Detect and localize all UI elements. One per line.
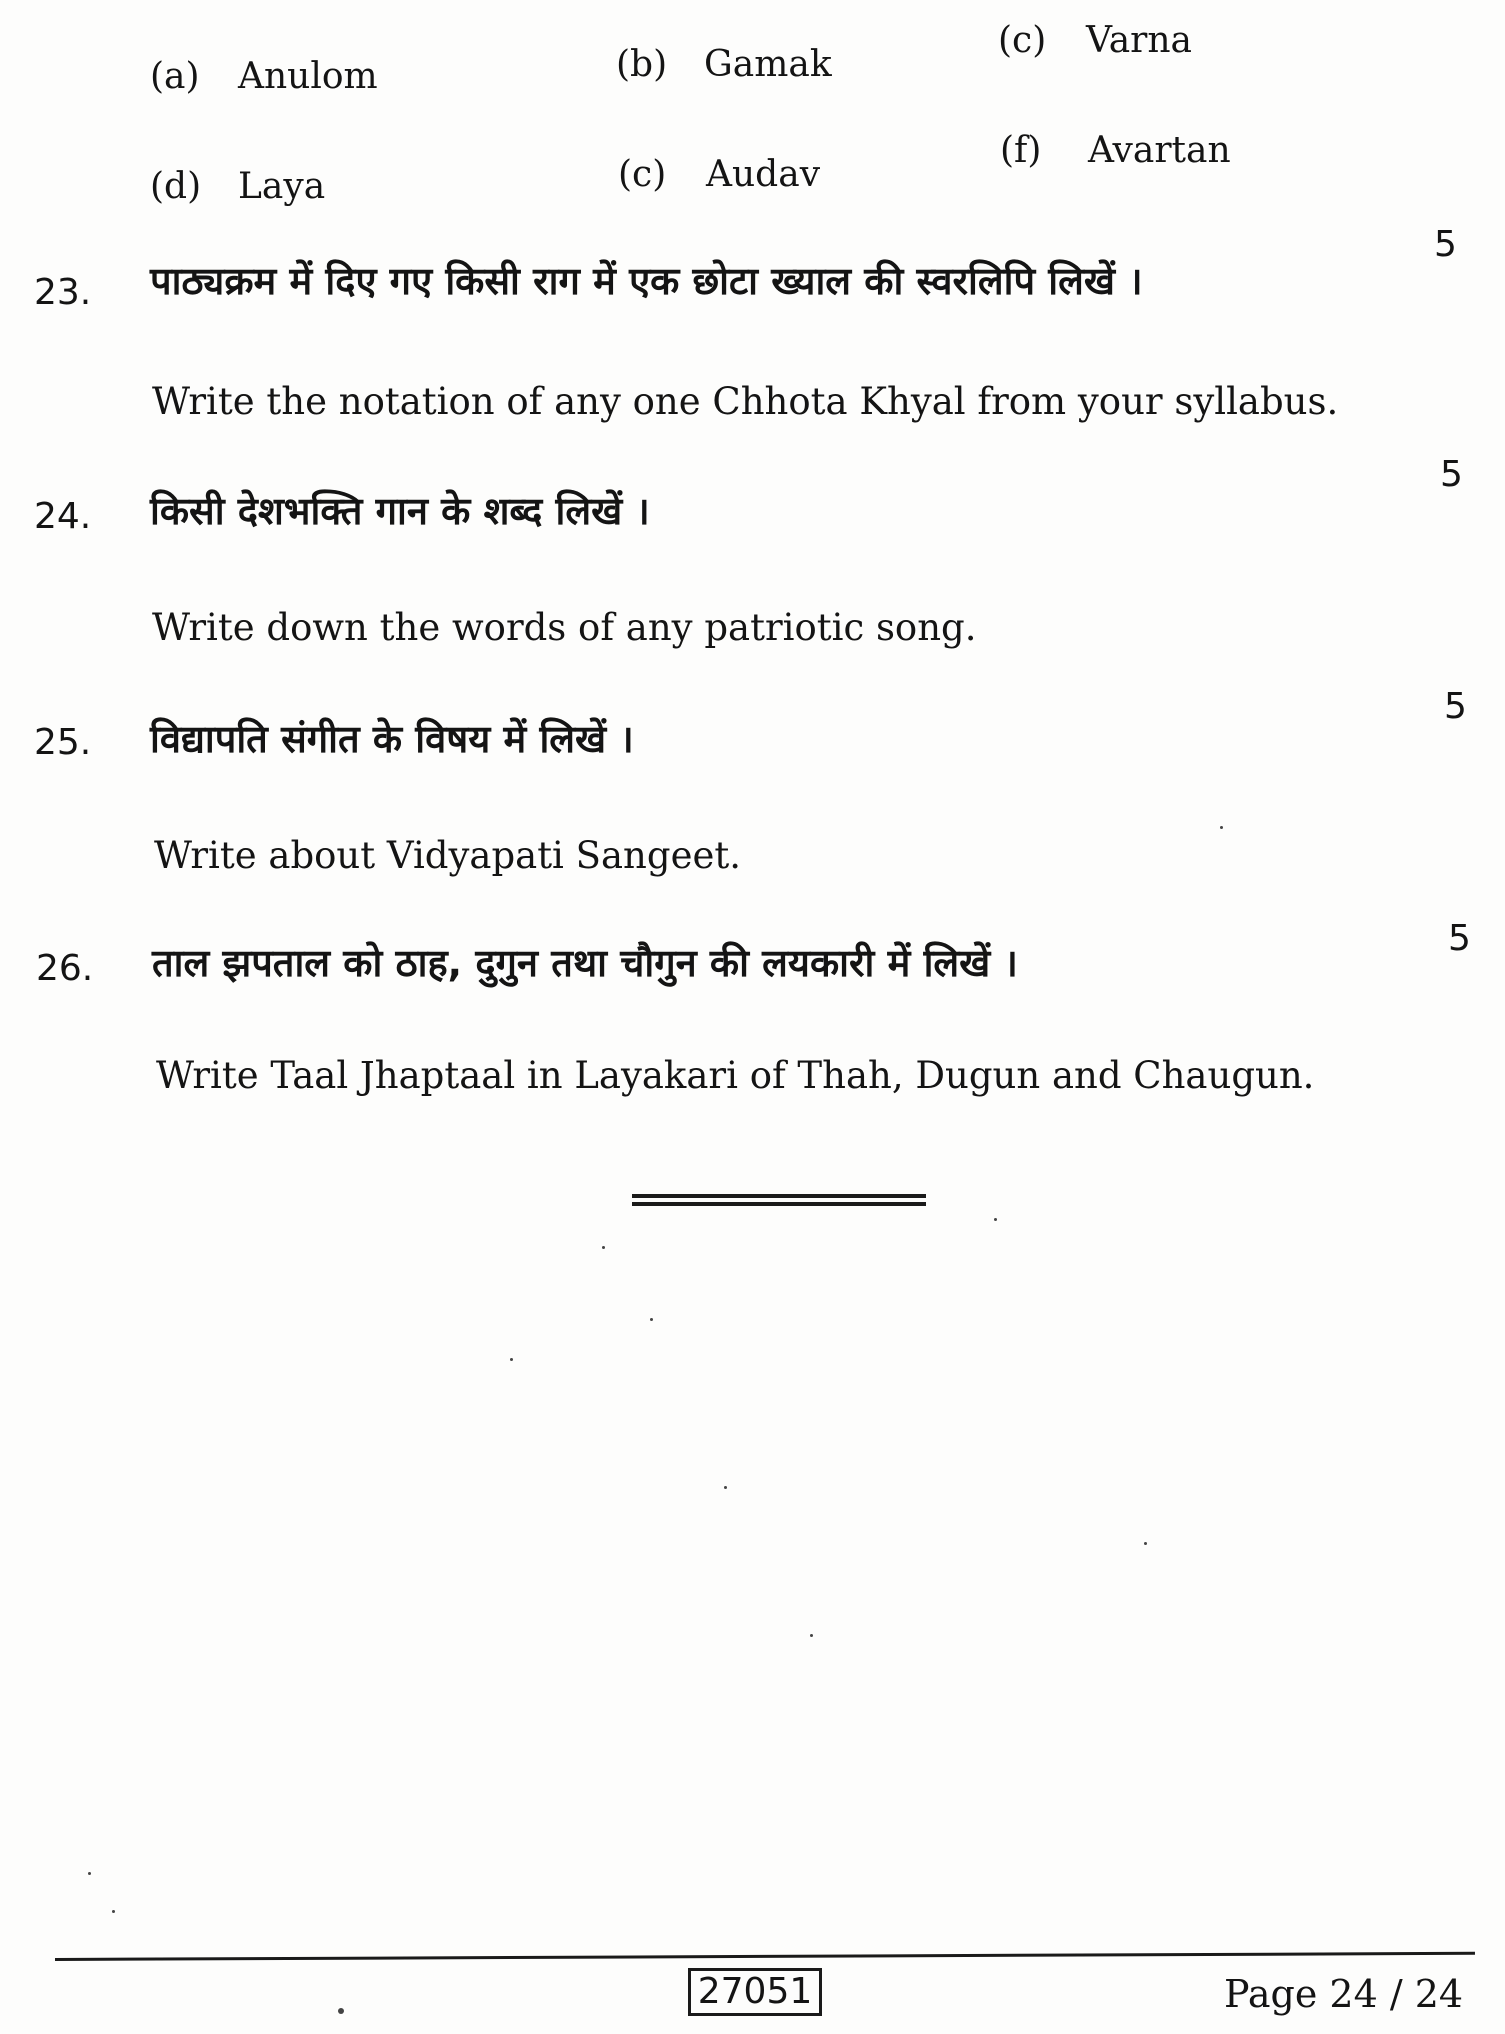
option-e [618, 154, 820, 195]
scan-speck [994, 1218, 997, 1221]
scan-speck [602, 1246, 605, 1249]
option-label: (c) [998, 20, 1047, 61]
scan-speck [1220, 826, 1223, 829]
option-text: Anulom [238, 56, 378, 97]
option-label: (b) [616, 44, 668, 85]
question-marks: 5 [1440, 454, 1463, 495]
scan-speck [724, 1486, 727, 1489]
option-text: Avartan [1088, 130, 1231, 171]
scan-speck [810, 1634, 813, 1637]
option-label: (f) [1000, 130, 1042, 171]
option-text: Audav [706, 154, 821, 195]
scan-speck [112, 1910, 115, 1913]
option-a [150, 56, 378, 97]
option-text: Gamak [704, 44, 832, 85]
question-number: 23. [34, 272, 92, 313]
option-c [998, 20, 1192, 61]
scan-speck [1144, 1542, 1147, 1545]
question-hindi: पाठ्यक्रम में दिए गए किसी राग में एक छोटा ख्याल की स्वरलिपि लिखें । [150, 259, 1143, 303]
option-text: Laya [238, 166, 326, 207]
option-d [150, 166, 325, 207]
question-hindi: विद्यापति संगीत के विषय में लिखें । [150, 717, 634, 761]
option-label: (d) [150, 166, 202, 207]
scan-speck [338, 2008, 344, 2014]
scan-speck [88, 1872, 91, 1875]
question-english: Write Taal Jhaptaal in Layakari of Thah, Dugun and Chaugun. [156, 1054, 1315, 1097]
question-number: 24. [34, 496, 92, 537]
page-number: Page 24 / 24 [1224, 1972, 1464, 2016]
paper-code: 27051 [688, 1968, 822, 2016]
option-text: Varna [1086, 20, 1193, 61]
question-hindi: ताल झपताल को ठाह, दुगुन तथा चौगुन की लयकारी में लिखें । [152, 941, 1018, 985]
scan-speck [510, 1358, 513, 1361]
option-b [616, 44, 832, 85]
end-divider [632, 1194, 926, 1206]
option-label: (a) [150, 56, 200, 97]
question-english: Write about Vidyapati Sangeet. [154, 834, 741, 877]
scan-speck [650, 1318, 653, 1321]
footer-rule [55, 1952, 1475, 1961]
question-marks: 5 [1434, 224, 1457, 265]
question-english: Write the notation of any one Chhota Khyal from your syllabus. [152, 380, 1339, 423]
question-marks: 5 [1444, 686, 1467, 727]
question-marks: 5 [1448, 918, 1471, 959]
question-number: 25. [34, 722, 92, 763]
question-hindi: किसी देशभक्ति गान के शब्द लिखें । [150, 489, 650, 533]
option-f [1000, 130, 1231, 171]
question-number: 26. [36, 948, 94, 989]
option-label: (c) [618, 154, 667, 195]
question-english: Write down the words of any patriotic song. [152, 606, 977, 649]
